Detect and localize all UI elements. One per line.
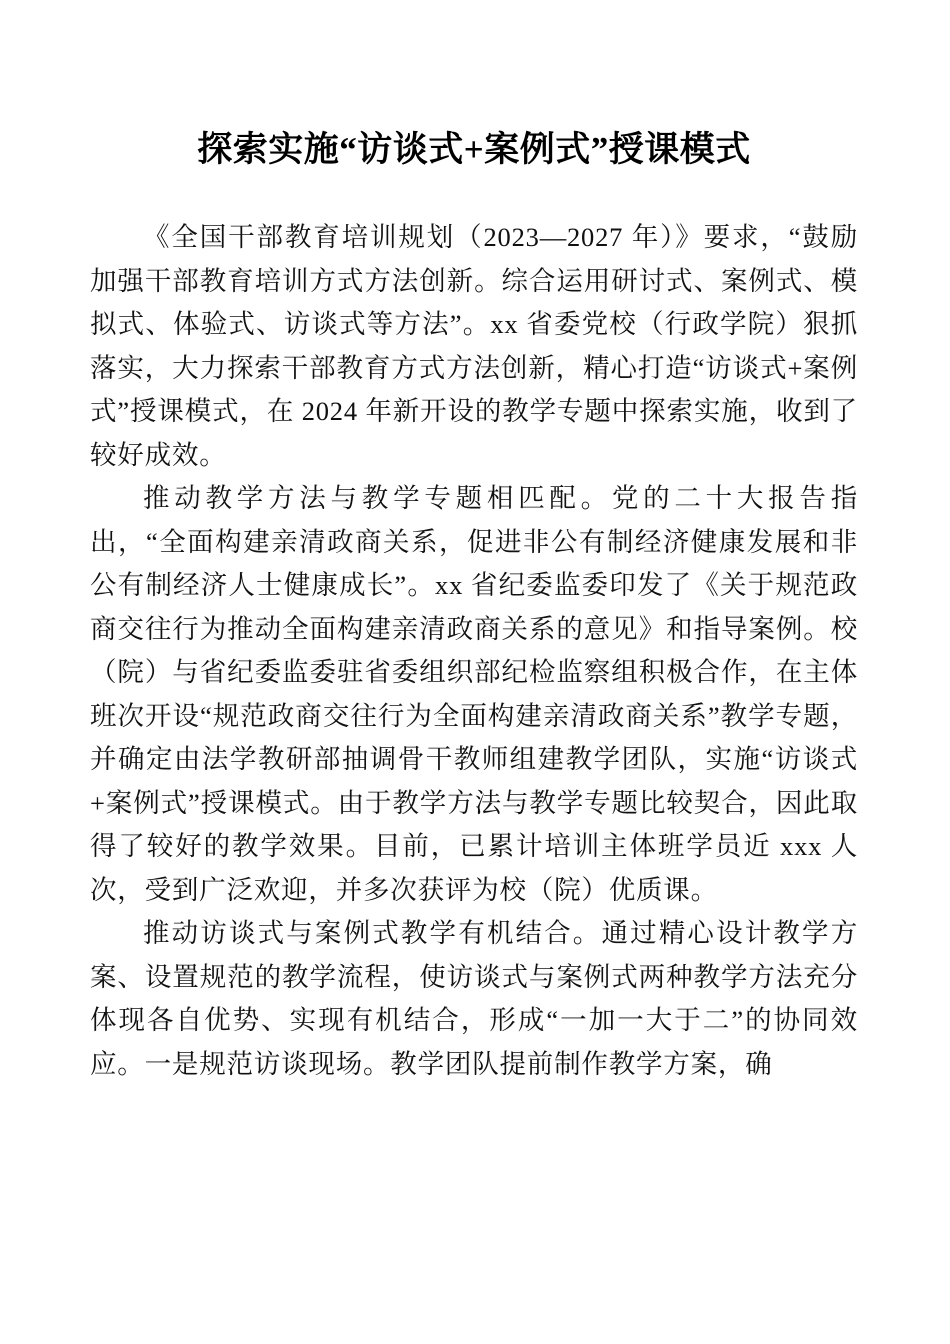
paragraph: 推动教学方法与教学专题相匹配。党的二十大报告指出，“全面构建亲清政商关系，促进非公有制经济健康发展和非公有制经济人士健康成长”。xx 省纪委监委印发了《关于规范政商交往行为推动全面构建亲清政商关系的意见》和指导案例。校（院）与省纪委监委驻省委组织部纪检监察组积极合作，在主体班次开设“规范政商交往行为全面构建亲清政商关系”教学专题，并确定由法学教研部抽调骨干教师组建教学团队，实施“访谈式+案例式”授课模式。由于教学方法与教学专题比较契合，因此取得了较好的教学效果。目前，已累计培训主体班学员近 xxx 人次，受到广泛欢迎，并多次获评为校（院）优质课。 bbox=[90, 483, 858, 905]
paragraph: 推动访谈式与案例式教学有机结合。通过精心设计教学方案、设置规范的教学流程，使访谈式与案例式两种教学方法充分体现各自优势、实现有机结合，形成“一加一大于二”的协同效应。一是规范访谈现场。教学团队提前制作教学方案，确 bbox=[90, 918, 858, 1079]
page-title: 探索实施“访谈式+案例式”授课模式 bbox=[197, 130, 751, 169]
paragraph: 《全国干部教育培训规划（2023—2027 年）》要求，“鼓励加强干部教育培训方式方法创新。综合运用研讨式、案例式、模拟式、体验式、访谈式等方法”。xx 省委党校（行政学院）狠抓落实，大力探索干部教育方式方法创新，精心打造“访谈式+案例式”授课模式，在 2024 年新开设的教学专题中探索实施，收到了较好成效。 bbox=[90, 222, 858, 470]
document-body bbox=[90, 216, 858, 1086]
page-content-area bbox=[90, 0, 858, 1086]
